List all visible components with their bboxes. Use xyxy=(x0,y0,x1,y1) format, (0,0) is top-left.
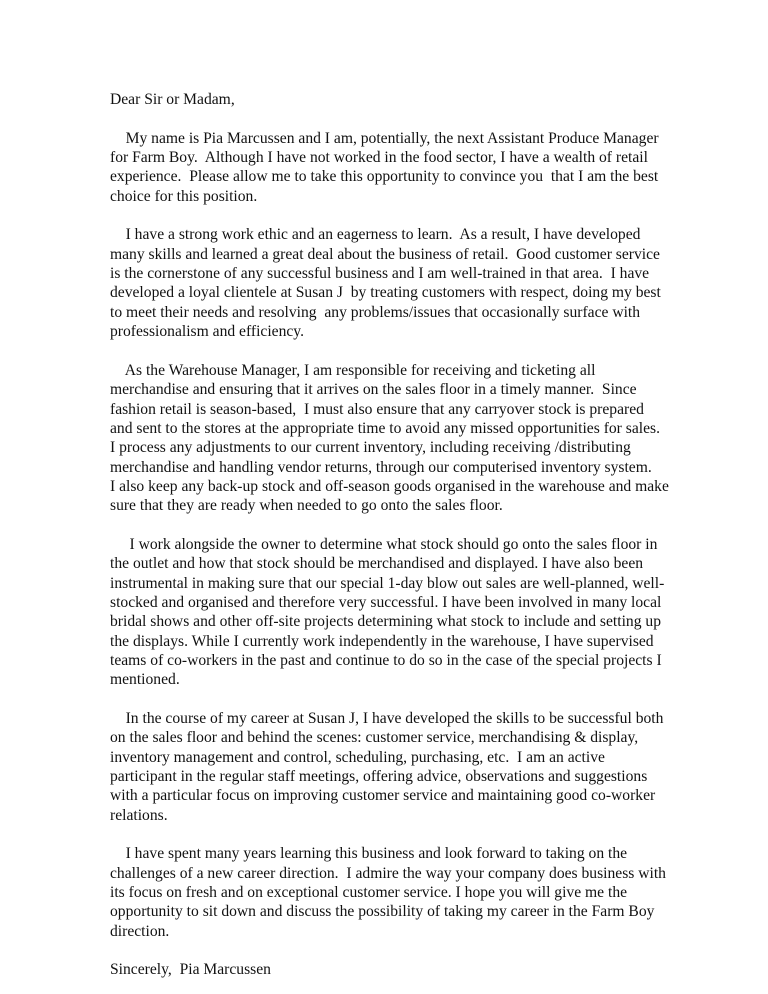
letter-page xyxy=(110,90,710,980)
text-line: for Farm Boy. Although I have not worked in the food sector, I have a wealth of retail xyxy=(110,149,648,167)
text-line: developed a loyal clientele at Susan J by treating customers with respect, doing my best xyxy=(110,284,661,302)
text-line: and sent to the stores at the appropriate time to avoid any missed opportunities for sales. xyxy=(110,419,660,437)
text-line: sure that they are ready when needed to go onto the sales floor. xyxy=(110,497,503,515)
text-line: to meet their needs and resolving any problems/issues that occasionally surface with xyxy=(110,303,641,321)
text-line: I work alongside the owner to determine what stock should go onto the sales floor in xyxy=(110,535,658,553)
text-line: on the sales floor and behind the scenes: customer service, merchandising & display, xyxy=(110,729,639,747)
text-line: challenges of a new career direction. I admire the way your company does business with xyxy=(110,864,666,882)
text-line: many skills and learned a great deal about the business of retail. Good customer service xyxy=(110,245,660,263)
text-line: inventory management and control, scheduling, purchasing, etc. I am an active xyxy=(110,748,605,766)
text-line: stocked and organised and therefore very successful. I have been involved in many local xyxy=(110,593,662,611)
text-line: mentioned. xyxy=(110,671,180,689)
text-line: professionalism and efficiency. xyxy=(110,323,304,341)
text-line: direction. xyxy=(110,922,170,940)
text-line: is the cornerstone of any successful business and I am well-trained in that area. I have xyxy=(110,265,650,283)
text-line: In the course of my career at Susan J, I have developed the skills to be successful both xyxy=(110,710,664,727)
text-line: relations. xyxy=(110,806,168,824)
text-line: instrumental in making sure that our special 1-day blow out sales are well-planned, well- xyxy=(110,574,665,592)
text-line: I have spent many years learning this business and look forward to taking on the xyxy=(110,845,628,863)
text-line: I process any adjustments to our current inventory, including receiving /distributing xyxy=(110,439,631,457)
text-line: My name is Pia Marcussen and I am, potentially, the next Assistant Produce Manager xyxy=(110,129,659,147)
letter-body xyxy=(110,129,710,941)
text-line: bridal shows and other off-site projects determining what stock to include and setting up xyxy=(110,613,662,631)
text-line: participant in the regular staff meetings, offering advice, observations and suggestions xyxy=(110,768,648,786)
text-line: the outlet and how that stock should be merchandised and displayed. I have also been xyxy=(110,555,644,573)
text-line: with a particular focus on improving customer service and maintaining good co-worker xyxy=(110,787,656,805)
salutation: Dear Sir or Madam, xyxy=(110,91,235,108)
paragraph xyxy=(110,129,710,206)
text-line: experience. Please allow me to take this opportunity to convince you that I am the best xyxy=(110,168,659,186)
paragraph xyxy=(110,844,710,941)
paragraph xyxy=(110,709,710,825)
text-line: I also keep any back-up stock and off-season goods organised in the warehouse and make xyxy=(110,477,669,495)
paragraph xyxy=(110,535,710,690)
text-line: opportunity to sit down and discuss the possibility of taking my career in the Farm Boy xyxy=(110,903,655,921)
text-line: As the Warehouse Manager, I am responsible for receiving and ticketing all xyxy=(110,361,596,379)
paragraph xyxy=(110,361,710,516)
text-line: its focus on fresh and on exceptional customer service. I hope you will give me the xyxy=(110,884,628,902)
text-line: merchandise and ensuring that it arrives on the sales floor in a timely manner. Since xyxy=(110,381,637,399)
text-line: merchandise and handling vendor returns, through our computerised inventory system. xyxy=(110,458,652,476)
text-line: fashion retail is season-based, I must also ensure that any carryover stock is prepared xyxy=(110,400,644,418)
closing-signature: Sincerely, Pia Marcussen xyxy=(110,961,271,979)
text-line: I have a strong work ethic and an eagerness to learn. As a result, I have developed xyxy=(110,226,641,244)
paragraph xyxy=(110,225,710,341)
text-line: the displays. While I currently work independently in the warehouse, I have supervised xyxy=(110,632,654,650)
text-line: teams of co-workers in the past and continue to do so in the case of the special projects I xyxy=(110,651,662,669)
text-line: choice for this position. xyxy=(110,187,258,205)
